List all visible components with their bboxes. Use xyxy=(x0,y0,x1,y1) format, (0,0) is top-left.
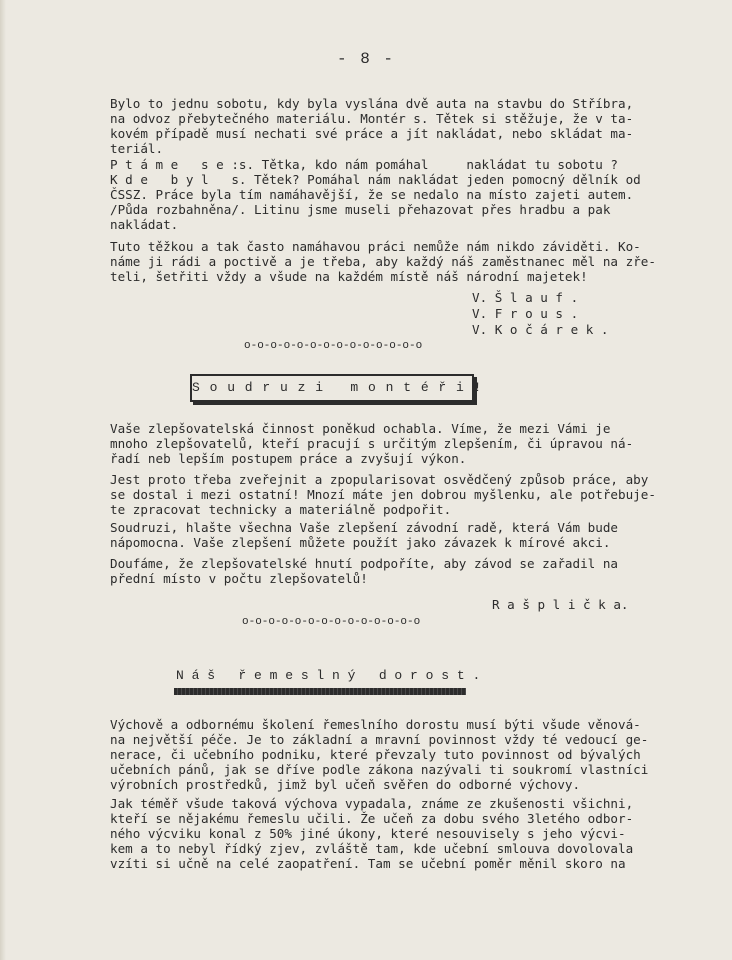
paragraph: Tuto těžkou a tak často namáhavou práci nemůže nám nikdo záviděti. Ko- náme ji rádi a poctivě a je třeba, aby každý náš zaměstnanec měl na zře- teli, šetřiti vždy a všude na každém místě náš národní majetek! xyxy=(110,239,656,284)
page-number: - 8 - xyxy=(336,50,395,68)
signature: V. Š l a u f . xyxy=(472,290,579,305)
signature: V. F r o u s . xyxy=(472,306,579,321)
boxed-heading: S o u d r u z i m o n t é ř i ! xyxy=(190,374,474,402)
paragraph: Vaše zlepšovatelská činnost poněkud ochabla. Víme, že mezi Vámi je mnoho zlepšovatelů, kteří pracují s určitým zlepšením, či úpravou ná- řadí neb lepším postupem práce a zvyšují výkon. xyxy=(110,421,634,466)
separator-line: o-o-o-o-o-o-o-o-o-o-o-o-o-o xyxy=(242,616,421,628)
separator-line: o-o-o-o-o-o-o-o-o-o-o-o-o-o xyxy=(244,340,423,352)
signature: V. K o č á r e k . xyxy=(472,322,609,337)
heading-underline xyxy=(174,688,466,695)
paragraph: Jest proto třeba zveřejnit a zpopularisovat osvědčený způsob práce, aby se dostal i mezi ostatní! Mnozí máte jen dobrou myšlenku, ale potřebuje- te zpracovat technicky a materiálně podpořit. xyxy=(110,472,656,517)
signature: R a š p l i č k a. xyxy=(492,597,629,612)
paragraph: Výchově a odbornému školení řemeslního dorostu musí býti všude věnová- na největší péče. Je to základní a mravní povinnost vždy té vedoucí ge- nerace, či učebního podniku, které převzaly tuto povinnost od bývalých učebních pánů, jak se dříve podle zákona nazývali ti soukromí vlastníci výrobních prostředků, jimž byl učeň svěřen do odborné výchovy. xyxy=(110,717,649,792)
paragraph: Jak téměř všude taková výchova vypadala, známe ze zkušenosti všichni, kteří se nějakému řemeslu učili. Že učeň za dobu svého 3letého odbor- ného výcviku konal z 50% jiné úkony, které nesouvisely s jeho výcvi- kem a to nebyl řídký zjev, zvláště tam, kde učební smlouva dovolovala vzíti si učně na celé zaopatření. Tam se učební poměr měnil skoro na xyxy=(110,796,634,871)
paragraph: Soudruzi, hlašte všechna Vaše zlepšení závodní radě, která Vám bude nápomocna. Vaše zlepšení můžete použít jako závazek k mírové akci. xyxy=(110,520,618,550)
paragraph: P t á m e s e :s. Tětka, kdo nám pomáhal nakládat tu sobotu ? K d e b y l s. Tětek? Pomáhal nám nakládat jeden pomocný dělník od ČSSZ. Práce byla tím namáhavější, že se nedalo na místo zajeti autem. /Půda rozbahněna/. Litinu jsme museli přehazovat přes hradbu a pak nakládat. xyxy=(110,157,641,232)
binder-edge xyxy=(0,0,6,960)
paragraph: Bylo to jednu sobotu, kdy byla vyslána dvě auta na stavbu do Stříbra, na odvoz přebytečného materiálu. Montér s. Tětek si stěžuje, že v ta- kovém případě musí nechati své práce a jít nakládat, nebo skládat ma- teriál. xyxy=(110,96,634,156)
section-heading: N á š ř e m e s l n ý d o r o s t . xyxy=(176,668,481,683)
paragraph: Doufáme, že zlepšovatelské hnutí podpoříte, aby závod se zařadil na přední místo v počtu zlepšovatelů! xyxy=(110,556,618,586)
